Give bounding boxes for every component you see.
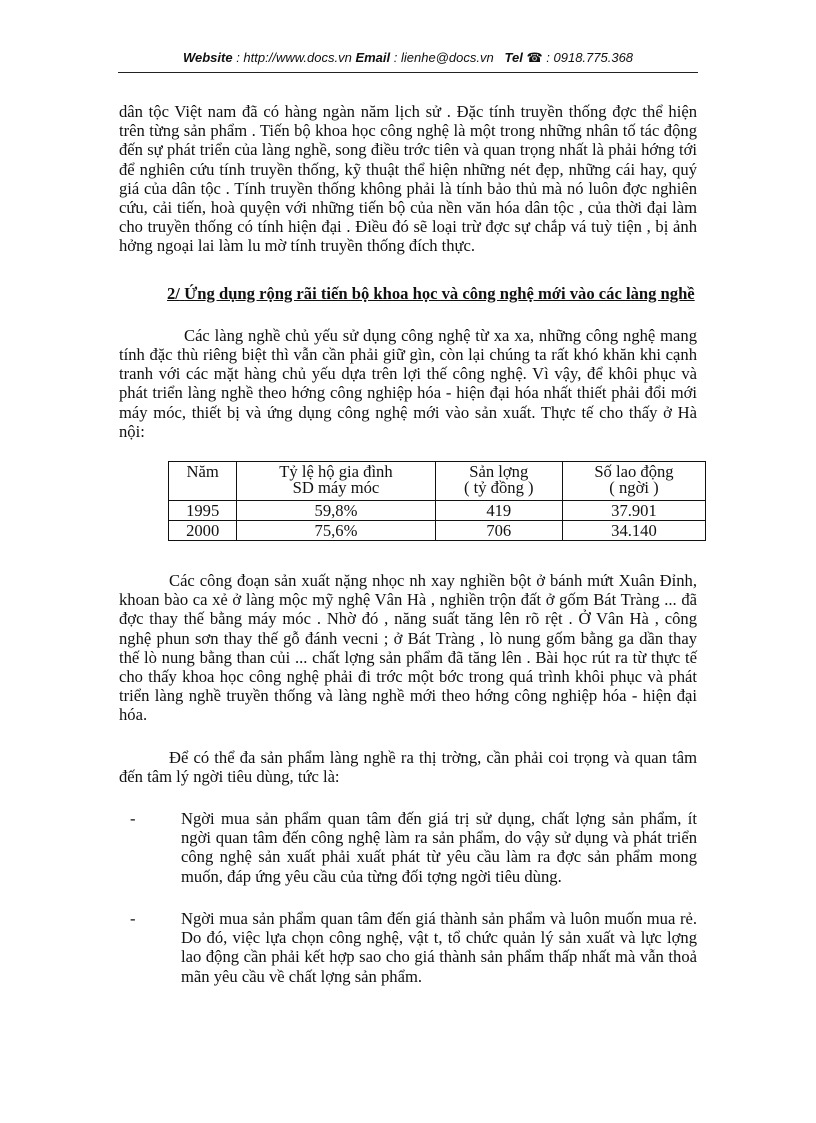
paragraph-2: Các làng nghề chủ yếu sử dụng công nghệ từ xa xa, những công nghệ mang tính đặc thù riêng biệt thì vẫn cần phải giữ gìn, còn lại chúng ta rất khó khăn khi cạnh tranh với các mặt hàng chủ yếu dựa trên lợi thế công nghệ. Vì vậy, để khôi phục và phát triển làng nghề theo hớng công nghiệp hóa - hiện đại hóa nhất thiết phải đổi mới máy móc, thiết bị và ứng dụng công nghệ mới vào sản xuất. Thực tế cho thấy ở Hà nội: <box>119 325 697 441</box>
section-number: 2/ <box>167 283 180 303</box>
paragraph-3: Các công đoạn sản xuất nặng nhọc nh xay nghiền bột ở bánh mứt Xuân Đỉnh, khoan bào ca xẻ ở làng mộc mỹ nghệ Vân Hà , nghiền trộn đất ở gốm Bát Tràng ... đã đợc thay thế bằng máy móc . Nhờ đó , năng suất tăng lên rõ rệt . Ở Vân Hà , công nghệ phun sơn thay thế gỗ đánh vecni ; ở Bát Tràng , lò nung gốm bằng ga dần thay thế lò nung bằng than củi ... chất lợng sản phẩm đã tăng lên . Bài học rút ra từ thực tế cho thấy khoa học công nghệ phải đi trớc một bớc trong quá trình khôi phục và phát triển làng nghề truyền thống và làng nghề mới theo hớng công nghiệp hóa - hiện đại hóa. <box>119 571 697 725</box>
header-labor: Số lao động ( ngời ) <box>562 462 705 501</box>
bullet-text: Ngời mua sản phẩm quan tâm đến giá trị sử dụng, chất lợng sản phẩm, ít ngời quan tâm đến công nghệ làm ra sản phẩm, do vậy sử dụng và phát triển công nghệ sản xuất phải xuất phát từ yêu cầu làm ra đợc sản phẩm mong muốn, đáp ứng yêu cầu của từng đối tợng ngời tiêu dùng. <box>181 809 697 886</box>
tel-value: : 0918.775.368 <box>546 50 634 65</box>
list-item <box>119 809 697 886</box>
table-row <box>169 501 706 521</box>
tel-label: Tel <box>504 50 523 65</box>
email-value[interactable]: : lienhe@docs.vn <box>393 50 494 65</box>
table-cell: 1995 <box>169 501 237 521</box>
list-item <box>119 909 697 986</box>
bullet-text: Ngời mua sản phẩm quan tâm đến giá thành sản phẩm và luôn muốn mua rẻ. Do đó, việc lựa chọn công nghệ, vật t, tổ chức quản lý sản xuất và lực lợng lao động cần phải kết hợp sao cho giá thành sản phẩm thấp nhất mà vẫn thoả mãn yêu cầu về chất lợng sản phẩm. <box>181 908 697 986</box>
header-year: Năm <box>169 462 237 501</box>
bullet-dash: - <box>130 908 136 928</box>
section-heading <box>119 284 697 303</box>
bullet-dash: - <box>130 809 136 829</box>
website-url[interactable]: : http://www.docs.vn <box>236 50 352 65</box>
table-cell: 34.140 <box>562 521 705 541</box>
table-cell: 2000 <box>169 521 237 541</box>
email-label: Email <box>355 50 391 65</box>
page-header <box>0 50 816 66</box>
website-label: Website <box>182 50 233 65</box>
phone-icon: ☎ <box>526 50 543 65</box>
section-title: Ứng dụng rộng rãi tiến bộ khoa học và công nghệ mới vào các làng nghề <box>184 283 695 303</box>
table-cell: 37.901 <box>562 501 705 521</box>
stats-table <box>168 461 706 541</box>
table-cell: 419 <box>435 501 562 521</box>
paragraph-4: Để có thể đa sản phẩm làng nghề ra thị trờng, cần phải coi trọng và quan tâm đến tâm lý ngời tiêu dùng, tức là: <box>119 747 697 786</box>
header-divider <box>118 72 698 73</box>
header-output: Sản lợng ( tỷ đồng ) <box>435 462 562 501</box>
paragraph-1: dân tộc Việt nam đã có hàng ngàn năm lịch sử . Đặc tính truyền thống đợc thể hiện trên từng sản phẩm . Tiến bộ khoa học công nghệ là một trong những nhân tố tác động đến sự phát triển của làng nghề, song điều trớc tiên và quan trọng nhất là phải hớng tới để nghiên cứu tính truyền thống, kỹ thuật thể hiện những nét đẹp, những cái hay, quý giá của dân tộc . Tính truyền thống không phải là tính bảo thủ mà nó luôn đợc nghiên cứu, cải tiến, hoà quyện với những tiến bộ của nền văn hóa dân tộc , của thời đại làm cho truyền thống có tính hiện đại . Điều đó sẽ loại trừ đợc sự chắp vá tuỳ tiện , bị ảnh hởng ngoại lai làm lu mờ tính truyền thống đích thực. <box>119 102 697 256</box>
document-body <box>119 102 697 986</box>
header-household-ratio: Tỷ lệ hộ gia đình SD máy móc <box>237 462 435 501</box>
table-cell: 59,8% <box>237 501 435 521</box>
table-header-row <box>169 462 706 501</box>
table-cell: 75,6% <box>237 521 435 541</box>
table-cell: 706 <box>435 521 562 541</box>
table-row <box>169 521 706 541</box>
